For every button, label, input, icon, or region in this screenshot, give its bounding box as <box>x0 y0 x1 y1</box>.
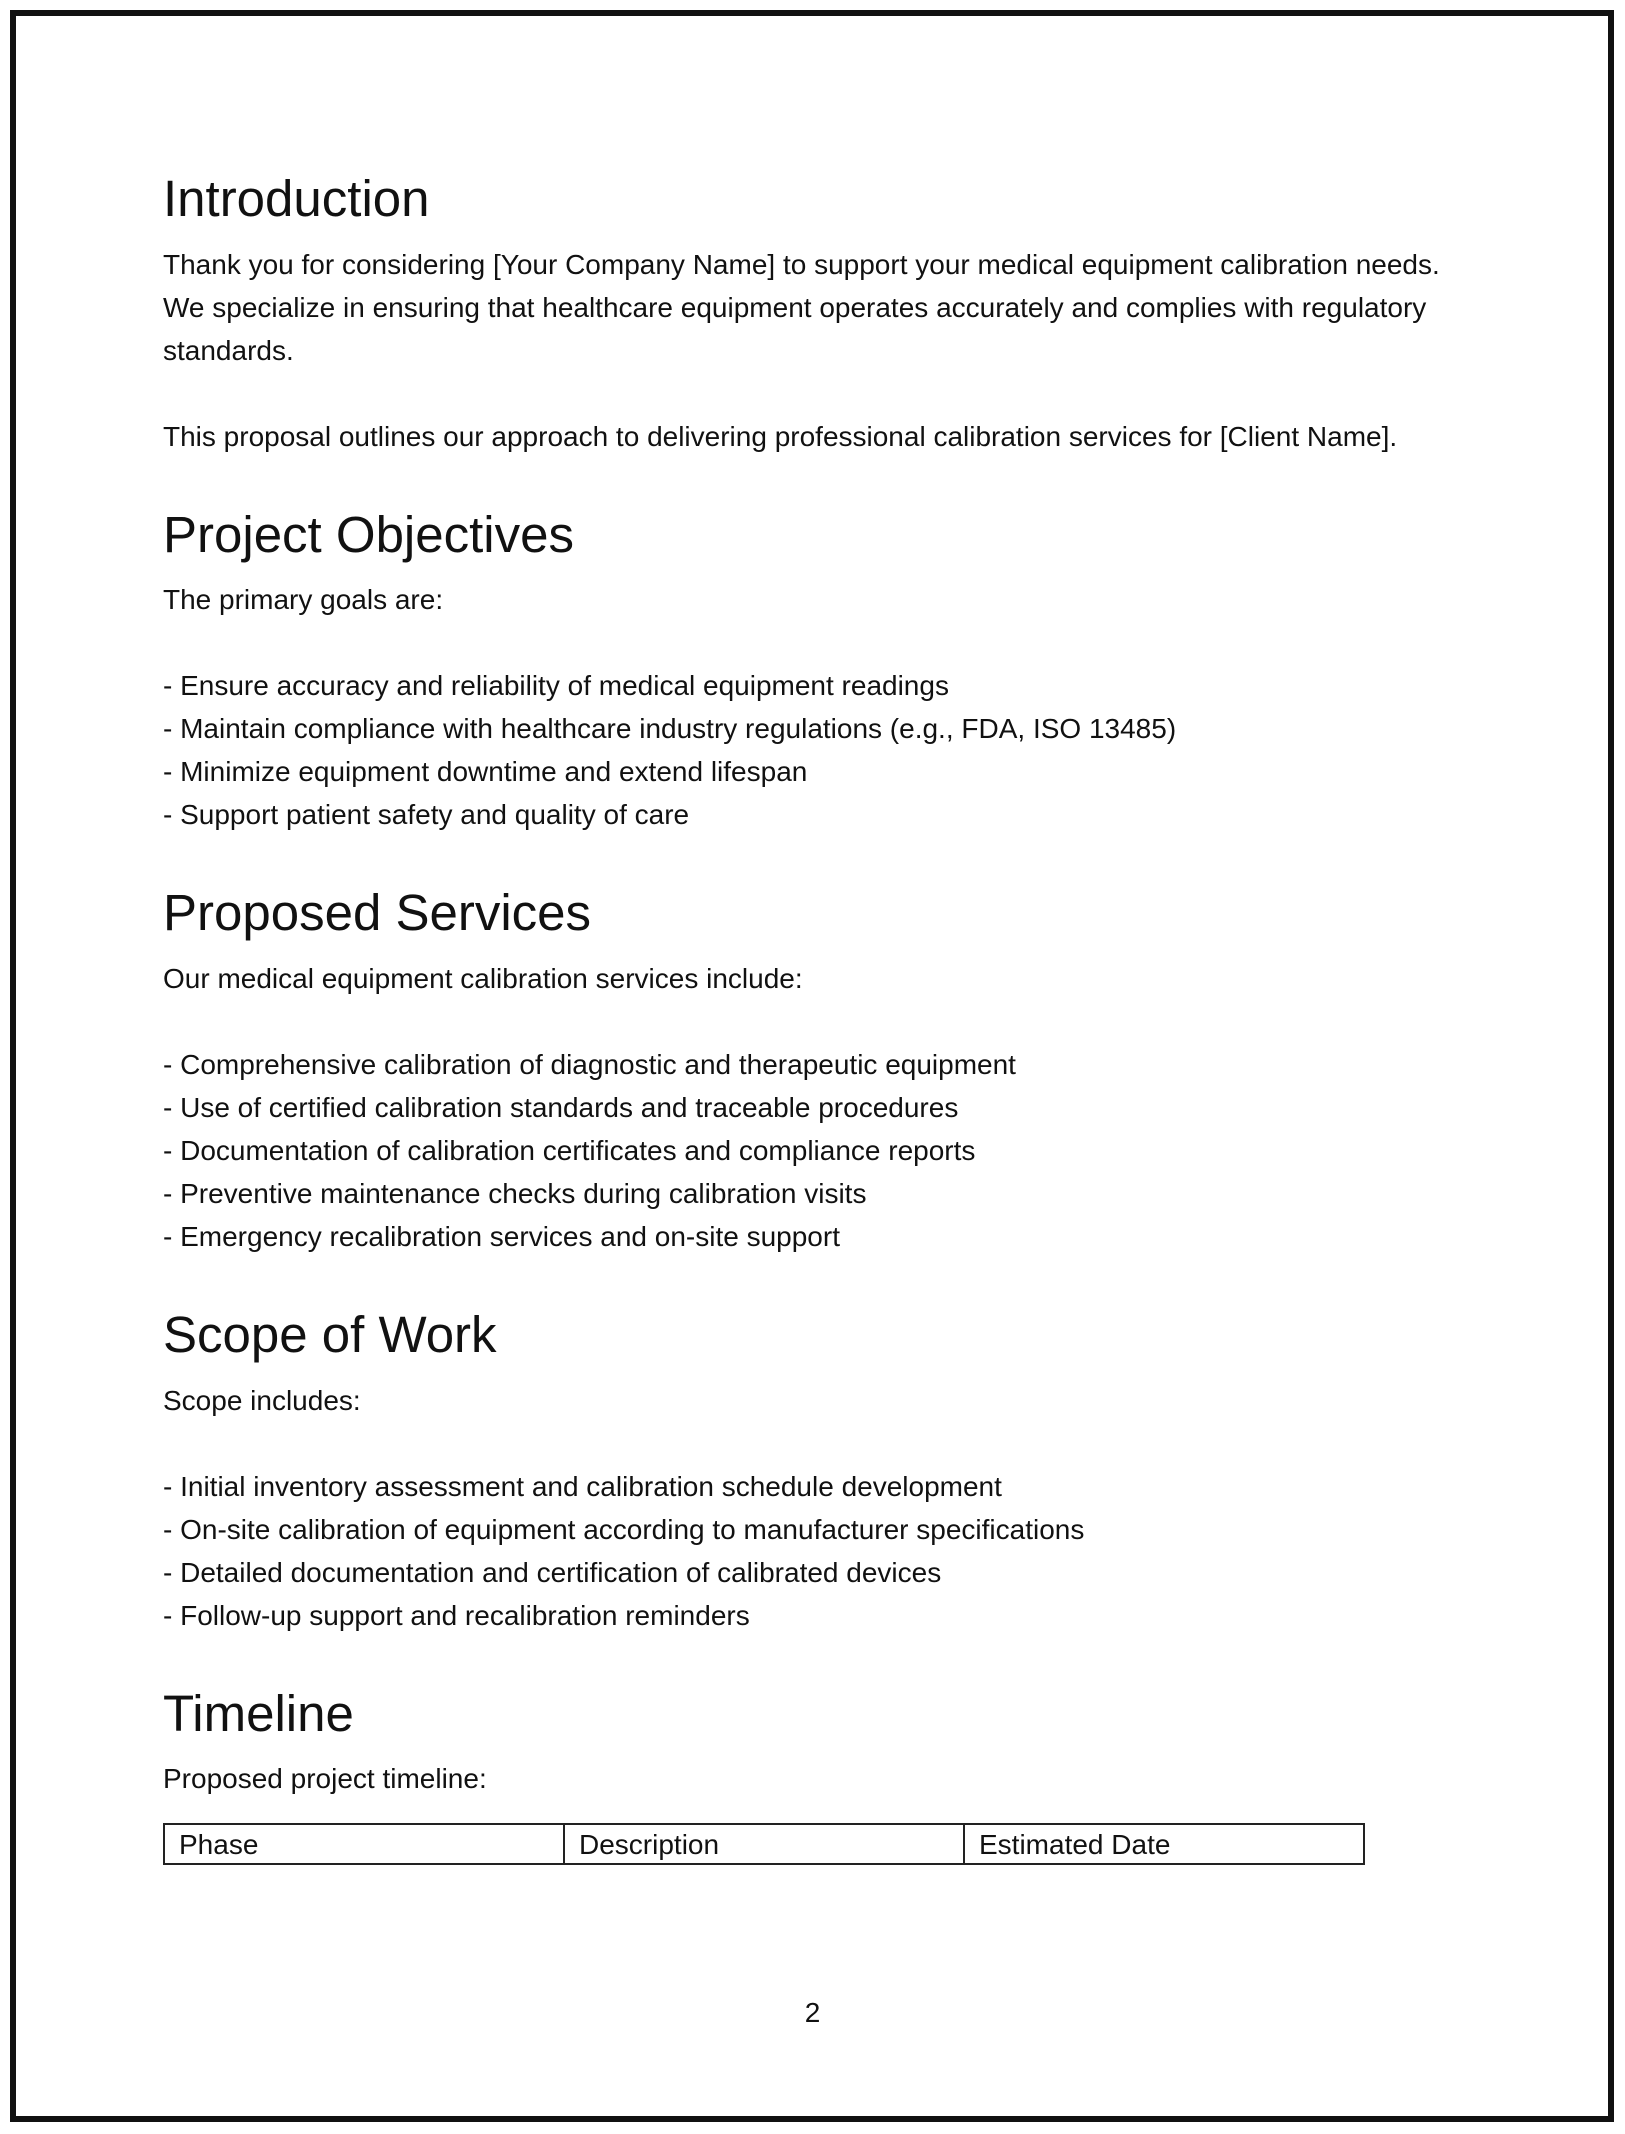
services-section <box>163 884 1463 1258</box>
introduction-heading: Introduction <box>163 170 430 227</box>
timeline-intro: Proposed project timeline: <box>163 1763 487 1795</box>
list-item: - Preventive maintenance checks during calibration visits <box>163 1177 867 1209</box>
list-item: - Detailed documentation and certification of calibrated devices <box>163 1556 942 1588</box>
page-number: 2 <box>804 1997 821 2028</box>
document-body <box>163 160 1463 1865</box>
list-item: - Documentation of calibration certificates and compliance reports <box>163 1134 976 1166</box>
introduction-line-3: standards. <box>163 334 294 366</box>
services-heading: Proposed Services <box>163 884 592 942</box>
objectives-section <box>163 506 1463 837</box>
list-item: - Use of certified calibration standards and traceable procedures <box>163 1091 959 1123</box>
scope-list <box>163 1465 1463 1637</box>
list-item: - Maintain compliance with healthcare industry regulations (e.g., FDA, ISO 13485) <box>163 713 1177 745</box>
list-item: - On-site calibration of equipment according to manufacturer specifications <box>163 1513 1085 1545</box>
table-header-description: Description <box>564 1824 964 1864</box>
list-item: - Ensure accuracy and reliability of medical equipment readings <box>163 670 949 702</box>
list-item: - Minimize equipment downtime and extend lifespan <box>163 756 808 788</box>
list-item: - Comprehensive calibration of diagnostic and therapeutic equipment <box>163 1048 1016 1080</box>
introduction-section <box>163 170 1463 458</box>
introduction-line-2: We specialize in ensuring that healthcare equipment operates accurately and complies with regulatory <box>163 291 1427 323</box>
list-item: - Emergency recalibration services and on-site support <box>163 1220 840 1252</box>
scope-heading: Scope of Work <box>163 1305 497 1363</box>
scope-intro: Scope includes: <box>163 1384 361 1416</box>
table-header-phase: Phase <box>164 1824 564 1864</box>
list-item: - Follow-up support and recalibration reminders <box>163 1599 750 1631</box>
list-item: - Initial inventory assessment and calibration schedule development <box>163 1470 1002 1502</box>
services-intro: Our medical equipment calibration services include: <box>163 962 803 994</box>
timeline-table <box>163 1823 1365 1865</box>
table-header-estimated-date: Estimated Date <box>964 1824 1364 1864</box>
objectives-heading: Project Objectives <box>163 505 574 563</box>
objectives-list <box>163 664 1463 836</box>
introduction-paragraph-2: This proposal outlines our approach to delivering professional calibration services for [Client Name]. <box>163 420 1398 452</box>
introduction-line-1: Thank you for considering [Your Company Name] to support your medical equipment calibration needs. <box>163 248 1440 280</box>
timeline-section <box>163 1685 1463 1866</box>
list-item: - Support patient safety and quality of care <box>163 799 690 831</box>
scope-section <box>163 1306 1463 1637</box>
services-list <box>163 1043 1463 1258</box>
objectives-intro: The primary goals are: <box>163 584 444 616</box>
timeline-heading: Timeline <box>163 1684 354 1742</box>
table-header-row <box>164 1824 1364 1864</box>
